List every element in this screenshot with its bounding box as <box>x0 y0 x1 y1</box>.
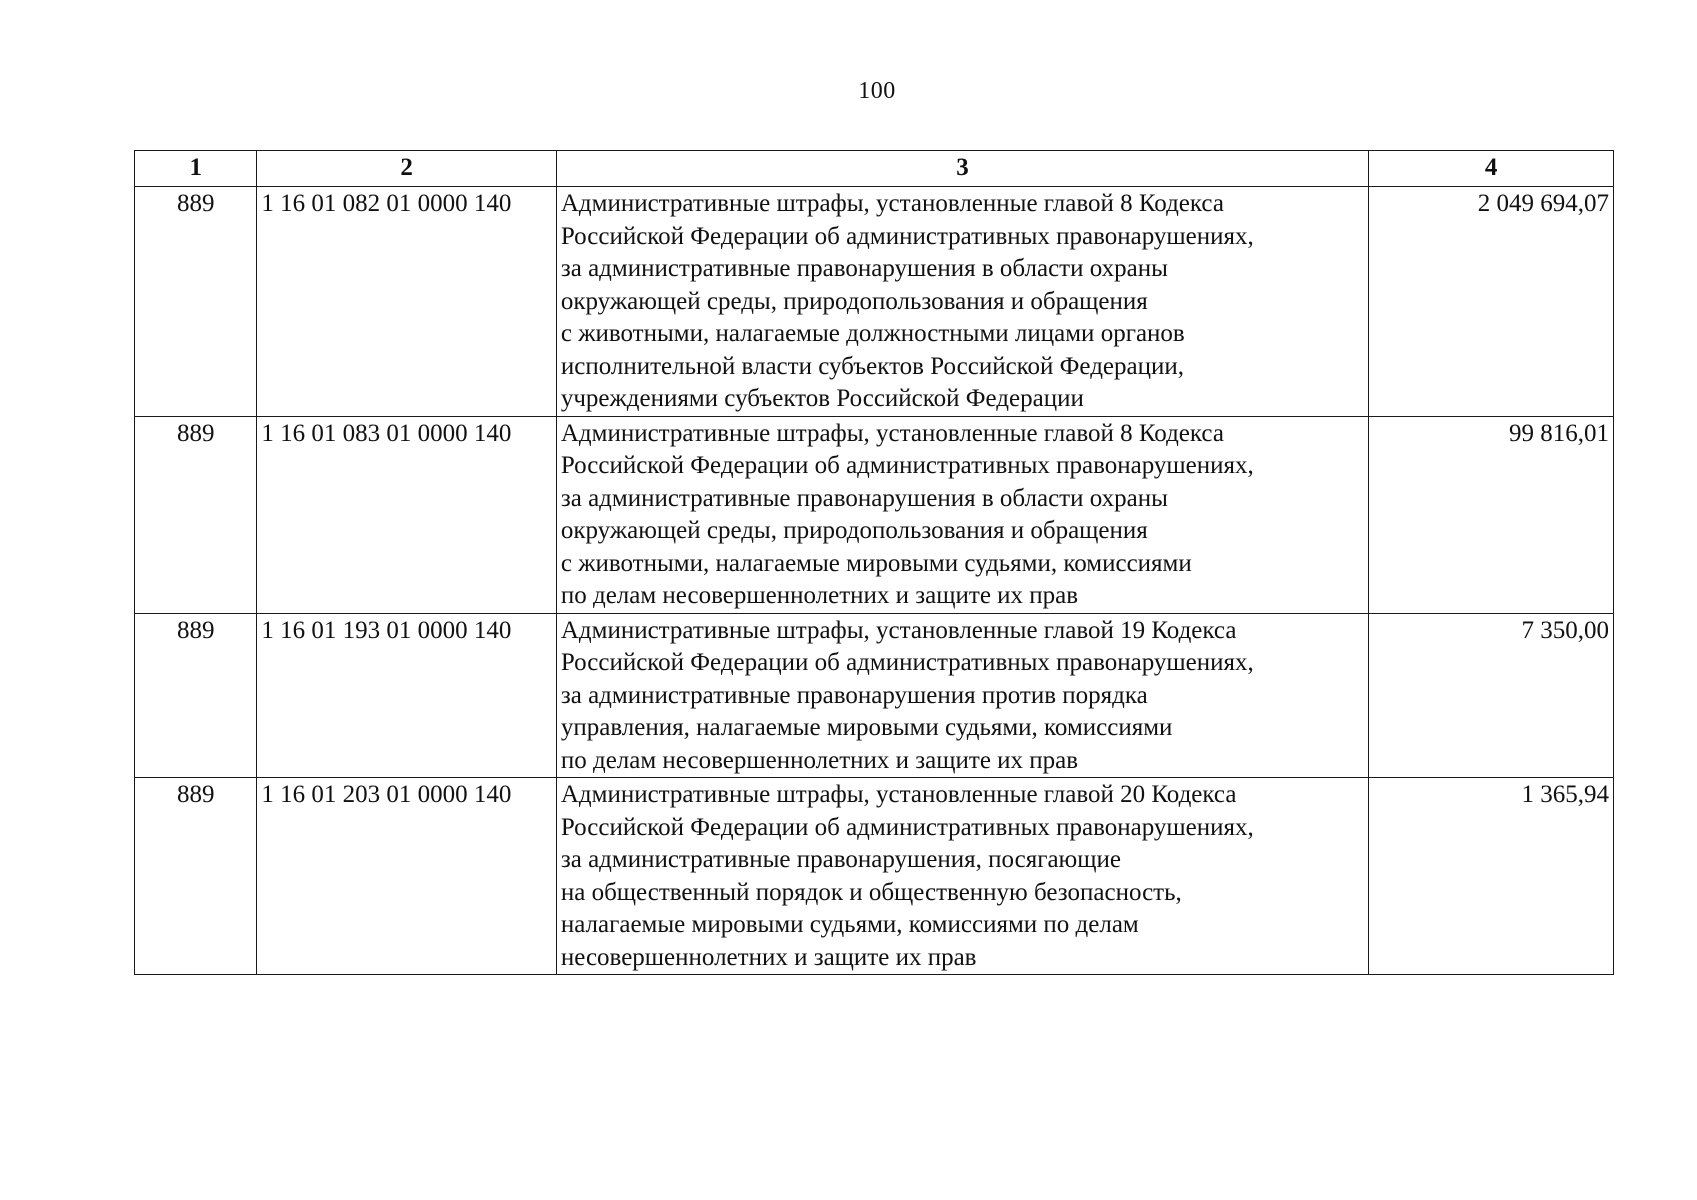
description-line: с животными, налагаемые мировыми судьями, комиссиями <box>560 549 1192 577</box>
description-line: несовершеннолетних и защите их прав <box>560 943 977 971</box>
description-line: Российской Федерации об административных правонарушениях, <box>560 813 1254 841</box>
row-admin-code: 889 <box>135 613 257 778</box>
description-line: исполнительной власти субъектов Российской Федерации, <box>560 352 1185 380</box>
description-line: по делам несовершеннолетних и защите их прав <box>560 582 1079 609</box>
table-row <box>135 187 1614 417</box>
table-row <box>135 613 1614 778</box>
row-description <box>556 778 1368 975</box>
page-number: 100 <box>858 78 896 104</box>
description-line: за административные правонарушения, посягающие <box>560 846 1121 873</box>
description-line: Российской Федерации об административных правонарушениях, <box>560 222 1254 250</box>
header-row <box>135 151 1614 187</box>
description-line: Административные штрафы, установленные главой 20 Кодекса <box>560 781 1237 808</box>
description-line: учреждениями субъектов Российской Федерации <box>560 385 1084 412</box>
header-col-3: 3 <box>556 151 1368 187</box>
description-line: Административные штрафы, установленные главой 8 Кодекса <box>560 190 1224 217</box>
row-amount: 2 049 694,07 <box>1369 187 1614 417</box>
description-line: Российской Федерации об административных правонарушениях, <box>560 452 1254 479</box>
description-line: за административные правонарушения в области охраны <box>560 484 1168 512</box>
description-line: окружающей среды, природопользования и обращения <box>560 517 1148 544</box>
header-col-4: 4 <box>1369 151 1614 187</box>
description-line: налагаемые мировыми судьями, комиссиями по делам <box>560 911 1139 938</box>
description-line: с животными, налагаемые должностными лицами органов <box>560 320 1185 347</box>
header-col-1: 1 <box>135 151 257 187</box>
row-description <box>556 416 1368 613</box>
table-row <box>135 778 1614 975</box>
row-admin-code: 889 <box>135 187 257 417</box>
row-budget-code: 1 16 01 203 01 0000 140 <box>257 778 556 975</box>
row-amount: 7 350,00 <box>1369 613 1614 778</box>
row-budget-code: 1 16 01 082 01 0000 140 <box>257 187 556 417</box>
description-line: Российской Федерации об административных правонарушениях, <box>560 649 1254 676</box>
revenue-table <box>134 150 1614 975</box>
description-line: за административные правонарушения против порядка <box>560 681 1148 709</box>
description-line: по делам несовершеннолетних и защите их прав <box>560 746 1079 774</box>
description-line: Административные штрафы, установленные главой 19 Кодекса <box>560 616 1237 644</box>
description-line: управления, налагаемые мировыми судьями, комиссиями <box>560 714 1173 741</box>
description-line: на общественный порядок и общественную безопасность, <box>560 878 1182 906</box>
table-header <box>135 151 1614 187</box>
description-line: за административные правонарушения в области охраны <box>560 255 1168 282</box>
description-line: окружающей среды, природопользования и обращения <box>560 287 1148 315</box>
table-row <box>135 416 1614 613</box>
row-amount: 1 365,94 <box>1369 778 1614 975</box>
row-description <box>556 613 1368 778</box>
table-body <box>135 187 1614 975</box>
description-line: Административные штрафы, установленные главой 8 Кодекса <box>560 419 1224 447</box>
header-col-2: 2 <box>257 151 556 187</box>
row-amount: 99 816,01 <box>1369 416 1614 613</box>
row-description <box>556 187 1368 417</box>
row-budget-code: 1 16 01 193 01 0000 140 <box>257 613 556 778</box>
row-admin-code: 889 <box>135 778 257 975</box>
row-budget-code: 1 16 01 083 01 0000 140 <box>257 416 556 613</box>
row-admin-code: 889 <box>135 416 257 613</box>
